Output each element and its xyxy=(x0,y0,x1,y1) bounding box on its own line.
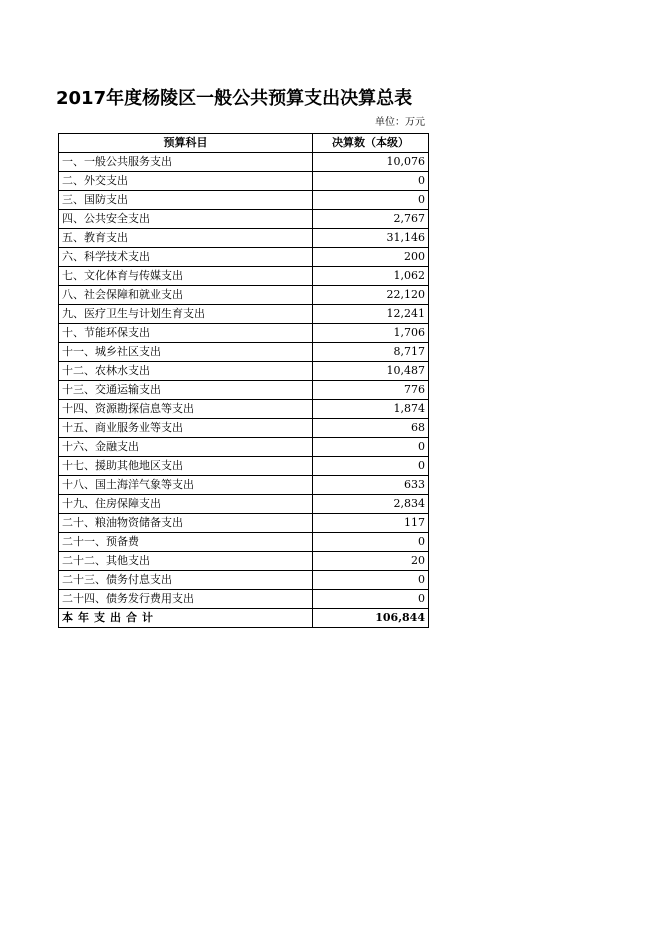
table-row xyxy=(59,191,429,210)
row-subject: 四、公共安全支出 xyxy=(59,210,313,229)
row-subject: 十九、住房保障支出 xyxy=(59,495,313,514)
table-row xyxy=(59,590,429,609)
table-row xyxy=(59,495,429,514)
table-row xyxy=(59,343,429,362)
table-row xyxy=(59,533,429,552)
row-amount: 22,120 xyxy=(313,286,429,305)
row-subject: 二十二、其他支出 xyxy=(59,552,313,571)
table-row xyxy=(59,514,429,533)
row-amount: 0 xyxy=(313,571,429,590)
table-row xyxy=(59,210,429,229)
row-amount: 0 xyxy=(313,590,429,609)
row-amount: 776 xyxy=(313,381,429,400)
row-subject: 六、科学技术支出 xyxy=(59,248,313,267)
table-body xyxy=(59,153,429,609)
row-subject: 十六、金融支出 xyxy=(59,438,313,457)
row-amount: 1,062 xyxy=(313,267,429,286)
table-row xyxy=(59,362,429,381)
row-amount: 0 xyxy=(313,438,429,457)
row-subject: 二十一、预备费 xyxy=(59,533,313,552)
total-row xyxy=(59,609,429,628)
row-subject: 八、社会保障和就业支出 xyxy=(59,286,313,305)
row-amount: 31,146 xyxy=(313,229,429,248)
row-amount: 20 xyxy=(313,552,429,571)
table-row xyxy=(59,286,429,305)
row-subject: 十五、商业服务业等支出 xyxy=(59,419,313,438)
row-amount: 10,076 xyxy=(313,153,429,172)
row-amount: 0 xyxy=(313,191,429,210)
table-row xyxy=(59,476,429,495)
table-row xyxy=(59,438,429,457)
table-row xyxy=(59,571,429,590)
row-subject: 五、教育支出 xyxy=(59,229,313,248)
row-subject: 七、文化体育与传媒支出 xyxy=(59,267,313,286)
total-amount: 106,844 xyxy=(313,609,429,628)
table-row xyxy=(59,324,429,343)
row-amount: 0 xyxy=(313,172,429,191)
row-amount: 0 xyxy=(313,533,429,552)
table-row xyxy=(59,552,429,571)
table-row xyxy=(59,400,429,419)
row-subject: 二、外交支出 xyxy=(59,172,313,191)
row-subject: 十四、资源勘探信息等支出 xyxy=(59,400,313,419)
row-subject: 十二、农林水支出 xyxy=(59,362,313,381)
row-subject: 十七、援助其他地区支出 xyxy=(59,457,313,476)
row-amount: 68 xyxy=(313,419,429,438)
table-row xyxy=(59,305,429,324)
total-label: 本年支出合计 xyxy=(59,609,313,628)
row-amount: 1,874 xyxy=(313,400,429,419)
row-amount: 2,767 xyxy=(313,210,429,229)
table-row xyxy=(59,248,429,267)
row-subject: 一、一般公共服务支出 xyxy=(59,153,313,172)
table-row xyxy=(59,172,429,191)
table-row xyxy=(59,419,429,438)
header-subject: 预算科目 xyxy=(59,134,313,153)
table-header-row xyxy=(59,134,429,153)
row-subject: 三、国防支出 xyxy=(59,191,313,210)
page-title: 2017年度杨陵区一般公共预算支出决算总表 xyxy=(56,88,413,109)
row-amount: 10,487 xyxy=(313,362,429,381)
budget-table xyxy=(58,133,429,628)
row-subject: 二十四、债务发行费用支出 xyxy=(59,590,313,609)
row-subject: 二十、粮油物资储备支出 xyxy=(59,514,313,533)
table-row xyxy=(59,381,429,400)
row-amount: 2,834 xyxy=(313,495,429,514)
row-amount: 633 xyxy=(313,476,429,495)
table-row xyxy=(59,457,429,476)
row-subject: 十一、城乡社区支出 xyxy=(59,343,313,362)
row-amount: 12,241 xyxy=(313,305,429,324)
row-subject: 十八、国土海洋气象等支出 xyxy=(59,476,313,495)
table-row xyxy=(59,153,429,172)
header-amount: 决算数（本级） xyxy=(313,134,429,153)
table-row xyxy=(59,229,429,248)
row-subject: 九、医疗卫生与计划生育支出 xyxy=(59,305,313,324)
row-subject: 十三、交通运输支出 xyxy=(59,381,313,400)
row-amount: 1,706 xyxy=(313,324,429,343)
row-amount: 0 xyxy=(313,457,429,476)
row-subject: 二十三、债务付息支出 xyxy=(59,571,313,590)
row-subject: 十、节能环保支出 xyxy=(59,324,313,343)
row-amount: 200 xyxy=(313,248,429,267)
table-row xyxy=(59,267,429,286)
row-amount: 8,717 xyxy=(313,343,429,362)
unit-label: 单位：万元 xyxy=(375,117,425,128)
row-amount: 117 xyxy=(313,514,429,533)
